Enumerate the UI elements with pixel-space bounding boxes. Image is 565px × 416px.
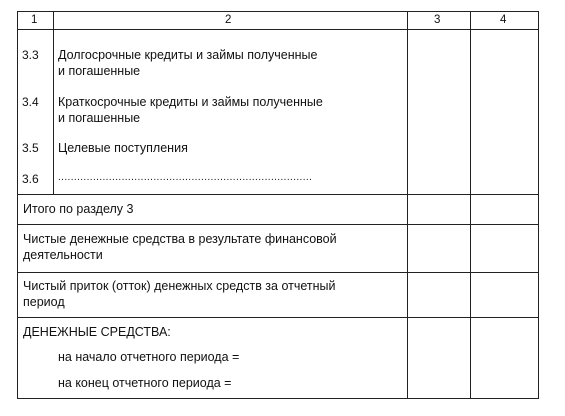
row-label-line2: и погашенные [58, 111, 141, 125]
row-divider-cash [18, 317, 538, 318]
cash-title: ДЕНЕЖНЫЕ СРЕДСТВА: [23, 325, 171, 339]
cash-begin-label: на начало отчетного периода = [58, 350, 240, 364]
row-number: 3.5 [22, 141, 39, 155]
col-divider-1 [53, 12, 54, 194]
row-label-dots: ................................................................................ [58, 172, 313, 183]
header-divider [18, 29, 538, 30]
header-col-3: 3 [434, 14, 441, 26]
header-col-4: 4 [500, 14, 507, 26]
total-section-3-label: Итого по разделу 3 [23, 202, 134, 216]
header-col-1: 1 [31, 14, 38, 26]
header-col-2: 2 [225, 14, 232, 26]
row-divider-net-financing [18, 224, 538, 225]
cash-end-label: на конец отчетного периода = [58, 376, 232, 390]
net-flow-label-line2: период [23, 295, 65, 309]
col-divider-2 [407, 12, 408, 398]
net-financing-label-line1: Чистые денежные средства в результате финансовой [23, 232, 337, 246]
row-number: 3.6 [22, 172, 39, 186]
cash-flow-table [17, 11, 539, 399]
row-divider-net-flow [18, 272, 538, 273]
row-number: 3.3 [22, 48, 39, 62]
row-label-line1: Долгосрочные кредиты и займы полученные [58, 48, 318, 62]
net-financing-label-line2: деятельности [23, 248, 103, 262]
net-flow-label-line1: Чистый приток (отток) денежных средств за отчетный [23, 279, 336, 293]
col-divider-3 [470, 12, 471, 398]
row-label-line2: и погашенные [58, 64, 141, 78]
row-divider-total [18, 194, 538, 195]
row-number: 3.4 [22, 95, 39, 109]
row-label-line1: Целевые поступления [58, 141, 188, 155]
row-label-line1: Краткосрочные кредиты и займы полученные [58, 95, 323, 109]
